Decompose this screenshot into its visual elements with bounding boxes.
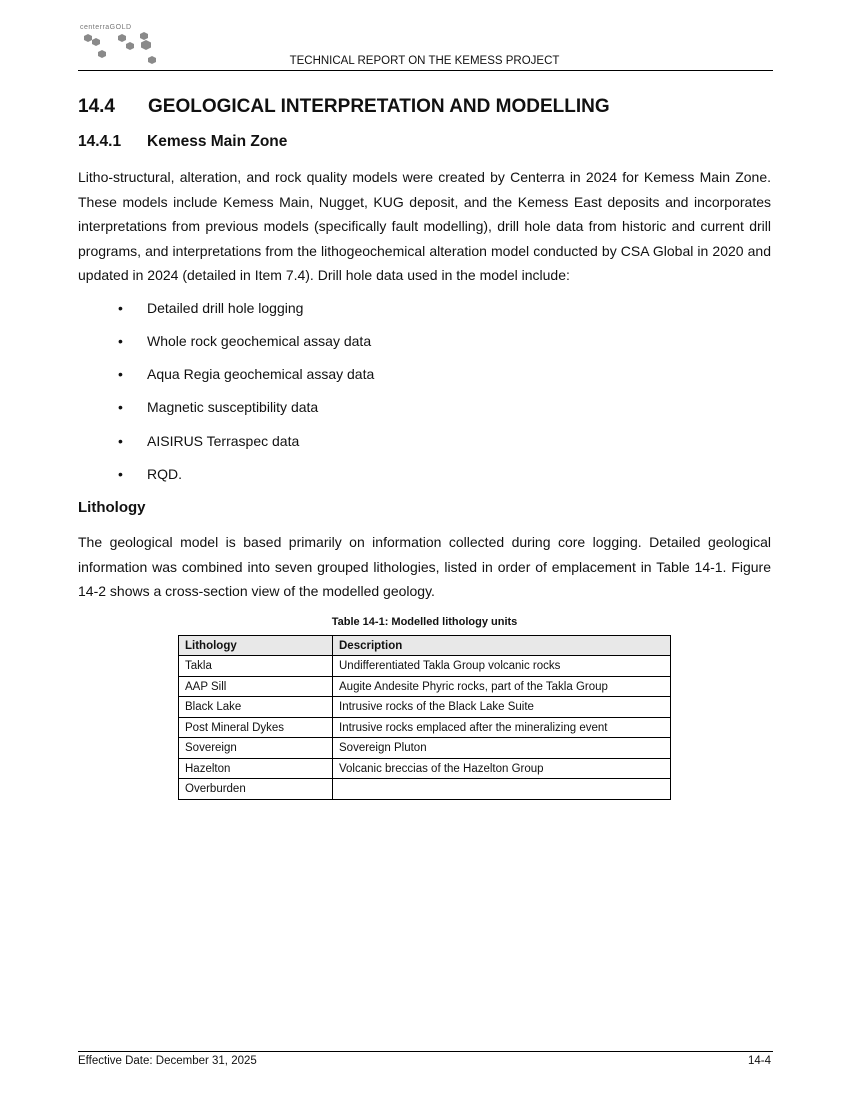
table-row bbox=[179, 779, 671, 800]
subsection-heading bbox=[78, 133, 771, 151]
header-divider bbox=[78, 70, 773, 71]
bullet-icon: • bbox=[118, 432, 123, 449]
description-cell: Volcanic breccias of the Hazelton Group bbox=[333, 758, 671, 779]
description-cell: Sovereign Pluton bbox=[333, 738, 671, 759]
effective-date: Effective Date: December 31, 2025 bbox=[78, 1055, 257, 1067]
table-row bbox=[179, 697, 671, 718]
table-header-row bbox=[179, 635, 671, 656]
lithology-cell: AAP Sill bbox=[179, 676, 333, 697]
list-item bbox=[78, 329, 771, 362]
list-item bbox=[78, 462, 771, 495]
lithology-cell: Black Lake bbox=[179, 697, 333, 718]
table-row bbox=[179, 717, 671, 738]
lithology-paragraph: The geological model is based primarily on information collected during core logging. Detailed geological information was combined into seven grouped lithologies, listed in order of emplacement in Table 14-1. Figure 14-2 shows a cross-section view of the modelled geology. bbox=[78, 534, 771, 600]
lithology-heading: Lithology bbox=[78, 499, 146, 517]
subsection-title: Kemess Main Zone bbox=[147, 133, 288, 150]
list-item bbox=[78, 296, 771, 329]
page-number: 14-4 bbox=[747, 1055, 771, 1067]
table-row bbox=[179, 676, 671, 697]
lithology-cell: Sovereign bbox=[179, 738, 333, 759]
list-item-text: Detailed drill hole logging bbox=[147, 299, 304, 316]
table-caption: Table 14-1: Modelled lithology units bbox=[331, 615, 518, 628]
column-header-description: Description bbox=[333, 635, 671, 656]
description-cell: Augite Andesite Phyric rocks, part of the Takla Group bbox=[333, 676, 671, 697]
description-cell: Intrusive rocks of the Black Lake Suite bbox=[333, 697, 671, 718]
lithology-table bbox=[178, 635, 671, 800]
bullet-icon: • bbox=[118, 366, 123, 383]
lithology-cell: Post Mineral Dykes bbox=[179, 717, 333, 738]
lithology-cell: Takla bbox=[179, 656, 333, 677]
section-heading bbox=[78, 96, 771, 118]
running-header-title: TECHNICAL REPORT ON THE KEMESS PROJECT bbox=[289, 55, 560, 67]
bullet-icon: • bbox=[118, 399, 123, 416]
logo-text: centerraGOLD bbox=[80, 24, 132, 31]
description-cell bbox=[333, 779, 671, 800]
subsection-number: 14.4.1 bbox=[78, 133, 122, 150]
intro-paragraph: Litho-structural, alteration, and rock quality models were created by Centerra in 2024 for Kemess Main Zone. These models include Kemess Main, Nugget, KUG deposit, and the Kemess East deposits and incorporates interpretations from previous models (specifically fault modelling), drill hole data from historic and current drill programs, and interpretations from the lithogeochemical alteration model conducted by CSA Global in 2020 and updated in 2024 (detailed in Item 7.4). Drill hole data used in the model include: bbox=[78, 169, 771, 283]
column-header-lithology: Lithology bbox=[179, 635, 333, 656]
lithology-cell: Overburden bbox=[179, 779, 333, 800]
bullet-icon: • bbox=[118, 332, 123, 349]
table-row bbox=[179, 738, 671, 759]
bullet-icon: • bbox=[118, 299, 123, 316]
list-item-text: AISIRUS Terraspec data bbox=[147, 432, 300, 449]
page-content bbox=[78, 96, 771, 800]
list-item-text: Magnetic susceptibility data bbox=[147, 399, 319, 416]
table-row bbox=[179, 656, 671, 677]
list-item-text: Aqua Regia geochemical assay data bbox=[147, 366, 375, 383]
drill-data-list bbox=[78, 296, 771, 496]
lithology-cell: Hazelton bbox=[179, 758, 333, 779]
description-cell: Undifferentiated Takla Group volcanic rocks bbox=[333, 656, 671, 677]
bullet-icon: • bbox=[118, 465, 123, 482]
footer-divider bbox=[78, 1051, 773, 1052]
list-item bbox=[78, 362, 771, 395]
list-item-text: Whole rock geochemical assay data bbox=[147, 332, 372, 349]
table-row bbox=[179, 758, 671, 779]
list-item-text: RQD. bbox=[147, 465, 182, 482]
description-cell: Intrusive rocks emplaced after the mineralizing event bbox=[333, 717, 671, 738]
list-item bbox=[78, 395, 771, 428]
section-title: GEOLOGICAL INTERPRETATION AND MODELLING bbox=[148, 96, 610, 117]
list-item bbox=[78, 429, 771, 462]
section-number: 14.4 bbox=[78, 96, 115, 117]
